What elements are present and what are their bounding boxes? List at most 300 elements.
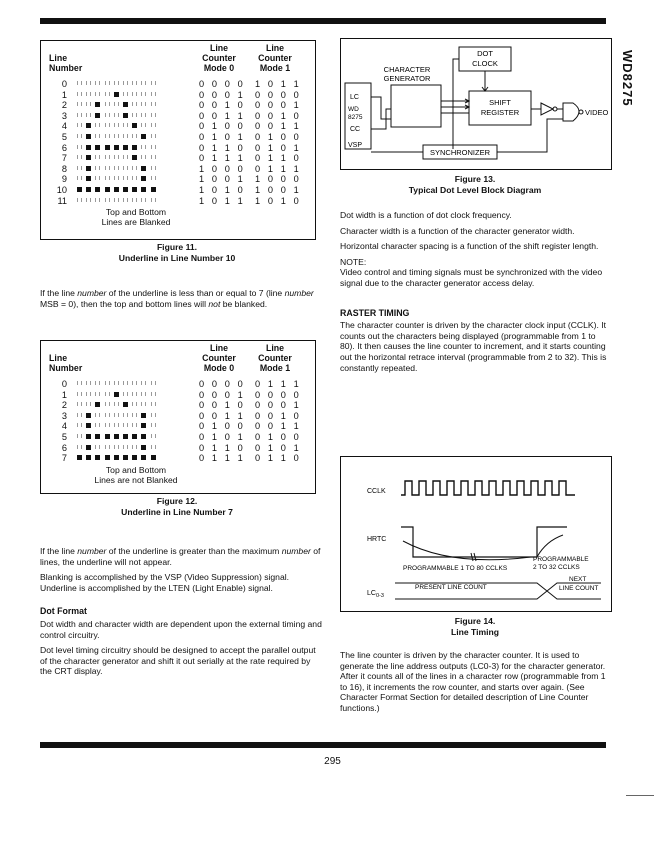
dot-off <box>123 123 128 127</box>
dot-off <box>114 198 119 202</box>
mode-1-value: 1 0 0 1 <box>255 185 302 195</box>
dot-off <box>86 198 91 202</box>
dot-pattern <box>77 198 156 202</box>
dot-off <box>86 113 91 117</box>
dot-pattern <box>77 81 156 85</box>
dot-pattern <box>77 176 156 181</box>
mode-1-value: 0 0 1 1 <box>255 421 302 432</box>
dot-on <box>86 176 91 181</box>
table-11-header-line-number: Line Number <box>49 53 83 73</box>
dot-off <box>151 81 156 85</box>
mode-1-value: 1 0 0 0 <box>255 174 302 185</box>
dot-off <box>141 81 146 85</box>
cc-pin-label: CC <box>350 126 361 133</box>
blanking-paragraph: Blanking is accomplished by the VSP (Video Suppression) signal. Underline is accomplished by the LTEN (Light Enable) signal. <box>40 572 290 593</box>
dot-on <box>132 145 137 150</box>
dot-off <box>77 102 82 106</box>
dot-on <box>132 187 137 192</box>
mode-1-value: 1 0 1 0 <box>255 195 302 206</box>
dot-off <box>151 92 156 96</box>
mode-0-value: 0 0 0 0 <box>199 79 246 89</box>
dot-off <box>141 392 146 396</box>
table-row <box>41 143 315 153</box>
dot-off <box>77 92 82 96</box>
dot-off <box>77 434 82 438</box>
dot-off <box>95 381 100 385</box>
dot-on <box>86 155 91 160</box>
mode-1-value: 0 0 0 1 <box>255 100 302 111</box>
dot-off <box>77 166 82 170</box>
dot-on <box>141 413 146 418</box>
row-line-number: 9 <box>61 174 67 185</box>
dot-on <box>123 113 128 118</box>
dot-off <box>114 445 119 449</box>
figure-11-number: Figure 11. <box>156 242 198 252</box>
dot-pattern <box>77 413 156 418</box>
dot-off <box>123 81 128 85</box>
dot-pattern <box>77 187 156 192</box>
dot-off <box>105 113 110 117</box>
dot-off <box>123 166 128 170</box>
programmable-2-32-label: 2 TO 32 CCLKS <box>533 564 580 571</box>
dot-off <box>105 92 110 96</box>
dot-on <box>141 455 146 460</box>
figure-14-diagram <box>340 456 612 612</box>
dot-off <box>132 445 137 449</box>
dot-on <box>123 402 128 407</box>
programmable-label: PROGRAMMABLE <box>533 556 589 563</box>
table-12-header-mode-0: Line Counter Mode 0 <box>202 343 236 373</box>
dot-off <box>114 402 119 406</box>
row-line-number: 10 <box>56 185 67 195</box>
dot-off <box>123 381 128 385</box>
dot-on <box>105 187 110 192</box>
figure-14-number: Figure 14. <box>454 616 496 626</box>
dot-off <box>123 445 128 449</box>
dot-off <box>77 445 82 449</box>
dot-off <box>86 392 91 396</box>
row-line-number: 7 <box>61 153 67 164</box>
dot-off <box>86 402 91 406</box>
char-gen-label-1: CHARACTER <box>383 65 431 74</box>
dot-width-paragraph: Dot width is a function of dot clock frequency. <box>340 210 512 220</box>
figure-14-title: Line Timing <box>450 626 500 637</box>
dot-off <box>95 198 100 202</box>
left-column-lower <box>40 546 322 682</box>
dot-off <box>132 134 137 138</box>
table-figure-11 <box>40 40 316 240</box>
dot-off <box>77 176 82 180</box>
dot-pattern <box>77 455 156 460</box>
dot-off <box>86 102 91 106</box>
dot-on <box>86 413 91 418</box>
mode-1-value: 0 0 0 0 <box>255 389 302 400</box>
char-spacing-paragraph: Horizontal character spacing is a function of the shift register length. <box>340 241 599 252</box>
dot-on <box>141 434 146 439</box>
figure-13-number: Figure 13. <box>454 174 496 184</box>
mode-1-value: 0 0 0 0 <box>255 89 302 100</box>
dot-pattern <box>77 92 156 97</box>
dot-off <box>95 155 100 159</box>
mode-0-value: 0 0 1 0 <box>199 100 246 111</box>
dot-on <box>86 455 91 460</box>
table-row <box>41 79 315 89</box>
dot-off <box>151 176 156 180</box>
figure-11-title: Underline in Line Number 10 <box>118 252 236 263</box>
dot-off <box>105 81 110 85</box>
chip-label: 8275 <box>348 114 363 121</box>
dot-off <box>141 123 146 127</box>
dot-off <box>151 434 156 438</box>
dot-off <box>151 381 156 385</box>
mode-1-value: 0 1 1 0 <box>255 153 302 164</box>
mode-0-value: 0 0 0 1 <box>199 89 246 100</box>
dot-off <box>151 134 156 138</box>
dot-off <box>132 423 137 427</box>
table-11-header-mode-1: Line Counter Mode 1 <box>258 43 292 73</box>
row-line-number: 2 <box>61 100 67 111</box>
note-label: NOTE: <box>340 256 367 267</box>
dot-on <box>132 455 137 460</box>
dot-off <box>95 176 100 180</box>
table-row <box>41 121 315 131</box>
dot-off <box>77 134 82 138</box>
dot-on <box>114 434 119 439</box>
dot-off <box>132 92 137 96</box>
row-line-number: 0 <box>61 79 67 89</box>
table-row <box>41 174 315 184</box>
dot-on <box>95 187 100 192</box>
dot-off <box>95 92 100 96</box>
dot-off <box>114 155 119 159</box>
dot-on <box>95 434 100 439</box>
table-row <box>41 453 315 463</box>
mode-0-value: 0 0 0 0 <box>199 379 246 389</box>
dot-off <box>105 423 110 427</box>
row-line-number: 6 <box>61 442 67 453</box>
dot-off <box>77 155 82 159</box>
dot-off <box>141 381 146 385</box>
dot-off <box>123 92 128 96</box>
table-row <box>41 443 315 453</box>
mode-1-value: 1 0 1 1 <box>255 79 302 89</box>
dot-off <box>95 134 100 138</box>
figure-13-title: Typical Dot Level Block Diagram <box>408 184 542 195</box>
underline-max-paragraph: If the line number of the underline is greater than the maximum number of lines, the underline will not appear. <box>40 546 321 567</box>
table-row <box>41 421 315 431</box>
dot-on <box>86 123 91 128</box>
dot-pattern <box>77 113 156 118</box>
table-row <box>41 100 315 110</box>
figure-12-title: Underline in Line Number 7 <box>121 506 233 517</box>
dot-pattern <box>77 402 156 407</box>
dot-off <box>151 145 156 149</box>
dot-off <box>77 413 82 417</box>
row-line-number: 2 <box>61 400 67 411</box>
block-diagram-svg <box>341 39 611 169</box>
mode-0-value: 0 0 1 1 <box>199 410 246 421</box>
line-counter-section <box>340 650 608 719</box>
dot-off <box>141 155 146 159</box>
row-line-number: 4 <box>61 121 67 132</box>
dot-off <box>132 176 137 180</box>
row-line-number: 1 <box>61 389 67 400</box>
dot-on <box>141 134 146 139</box>
mode-0-value: 0 1 0 1 <box>199 432 246 442</box>
dot-off <box>151 445 156 449</box>
dot-off <box>151 155 156 159</box>
lc-0-3-label: $LC_{0-3}$ <box>367 590 384 599</box>
dot-off <box>123 155 128 159</box>
side-title: WD8275 <box>620 50 635 107</box>
dot-off <box>151 166 156 170</box>
right-column-upper <box>340 210 608 378</box>
figure-14-caption <box>340 616 610 637</box>
row-line-number: 3 <box>61 110 67 121</box>
dot-off <box>86 381 91 385</box>
dot-off <box>114 113 119 117</box>
dot-off <box>123 176 128 180</box>
line-timing-svg <box>341 457 611 611</box>
dot-off <box>105 402 110 406</box>
mode-0-value: 0 0 1 0 <box>199 400 246 411</box>
dot-off <box>132 102 137 106</box>
table-12-footer-note: Top and Bottom Lines are not Blanked <box>94 464 178 485</box>
dot-clock-label-1: DOT <box>477 49 493 58</box>
mode-0-value: 0 1 0 1 <box>199 132 246 142</box>
dot-off <box>105 381 110 385</box>
dot-on <box>151 455 156 460</box>
dot-off <box>114 134 119 138</box>
dot-on <box>123 102 128 107</box>
dot-off <box>151 198 156 202</box>
row-line-number: 8 <box>61 163 67 174</box>
paragraph-after-figure-11 <box>40 288 322 314</box>
dot-on <box>86 166 91 171</box>
dot-off <box>123 198 128 202</box>
dot-pattern <box>77 392 156 397</box>
mode-0-value: 0 1 1 0 <box>199 442 246 453</box>
dot-on <box>114 187 119 192</box>
dot-off <box>105 166 110 170</box>
dot-off <box>132 413 137 417</box>
dot-on <box>95 102 100 107</box>
mode-1-value: 0 0 1 1 <box>255 121 302 132</box>
dot-on <box>86 445 91 450</box>
mode-1-value: 0 1 0 0 <box>255 132 302 142</box>
dot-on <box>114 455 119 460</box>
mode-0-value: 1 0 1 1 <box>199 195 246 206</box>
dot-off <box>151 123 156 127</box>
dot-pattern <box>77 102 156 107</box>
dot-off <box>132 392 137 396</box>
dot-pattern <box>77 166 156 171</box>
table-11-header-mode-0: Line Counter Mode 0 <box>202 43 236 73</box>
line-count-label: LINE COUNT <box>559 585 599 592</box>
dot-off <box>77 198 82 202</box>
table-row <box>41 164 315 174</box>
dot-pattern <box>77 445 156 450</box>
dot-on <box>151 187 156 192</box>
table-row <box>41 90 315 100</box>
raster-timing-paragraph: The character counter is driven by the character clock input (CCLK). It counts out the characters being displayed (programmable from 1 to 80). It then causes the line counter to increment, and it starts counting out the horizontal retrace interval (programmable from 2 to 32). This is constantly repeated. <box>340 320 607 373</box>
vsp-pin-label: VSP <box>348 142 363 149</box>
dot-off <box>123 392 128 396</box>
table-12-header-line-number: Line Number <box>49 353 83 373</box>
dot-off <box>132 402 137 406</box>
dot-on <box>114 392 119 397</box>
mode-0-value: 0 1 1 0 <box>199 142 246 153</box>
dot-off <box>77 145 82 149</box>
dot-off <box>114 423 119 427</box>
dot-on <box>86 134 91 139</box>
dot-off <box>86 81 91 85</box>
synchronizer-label: SYNCHRONIZER <box>429 148 491 157</box>
dot-on <box>132 123 137 128</box>
figure-13-caption <box>340 174 610 195</box>
page-number: 295 <box>324 756 341 767</box>
table-row <box>41 432 315 442</box>
table-11-footer-note: Top and Bottom Lines are Blanked <box>101 207 171 228</box>
lc-pin-label: LC <box>350 94 359 101</box>
dot-off <box>77 392 82 396</box>
dot-off <box>132 113 137 117</box>
dot-off <box>123 423 128 427</box>
dot-on <box>123 145 128 150</box>
cclk-label: CCLK <box>367 488 386 495</box>
dot-off <box>132 381 137 385</box>
dot-off <box>77 113 82 117</box>
dot-on <box>105 455 110 460</box>
dot-off <box>141 145 146 149</box>
dot-off <box>105 155 110 159</box>
dot-off <box>141 92 146 96</box>
wd-label: WD <box>348 106 359 113</box>
row-line-number: 4 <box>61 421 67 432</box>
dot-off <box>77 123 82 127</box>
dot-off <box>114 166 119 170</box>
dot-off <box>151 413 156 417</box>
mode-1-value: 0 1 1 0 <box>255 453 302 464</box>
char-gen-label-2: GENERATOR <box>383 74 431 83</box>
table-row <box>41 379 315 389</box>
dot-on <box>132 434 137 439</box>
mode-1-value: 0 1 0 1 <box>255 142 302 153</box>
figure-12-caption <box>40 496 314 517</box>
dot-on <box>141 187 146 192</box>
dot-on <box>141 176 146 181</box>
table-row <box>41 132 315 142</box>
mode-1-value: 0 1 1 1 <box>255 163 302 174</box>
dot-on <box>123 187 128 192</box>
mode-0-value: 0 1 0 0 <box>199 421 246 432</box>
mode-0-value: 0 0 0 1 <box>199 389 246 400</box>
dot-on <box>123 455 128 460</box>
dot-on <box>141 445 146 450</box>
dot-off <box>77 402 82 406</box>
mode-0-value: 1 0 1 0 <box>199 185 246 195</box>
dot-off <box>114 176 119 180</box>
dot-on <box>141 166 146 171</box>
note-paragraph: Video control and timing signals must be synchronized with the video signal due to the character generator access delay. <box>340 267 603 288</box>
hrtc-label: HRTC <box>367 536 387 543</box>
table-row <box>41 411 315 421</box>
figure-12-number: Figure 12. <box>156 496 198 506</box>
mode-0-value: 0 1 1 1 <box>199 453 246 464</box>
dot-off <box>141 102 146 106</box>
dot-off <box>105 413 110 417</box>
dot-pattern <box>77 134 156 139</box>
dot-off <box>105 392 110 396</box>
dot-off <box>105 198 110 202</box>
top-rule <box>40 18 606 24</box>
table-row <box>41 153 315 163</box>
dot-off <box>151 102 156 106</box>
dot-off <box>95 423 100 427</box>
mode-1-value: 0 1 0 0 <box>255 432 302 442</box>
dot-off <box>141 198 146 202</box>
table-figure-12 <box>40 340 316 494</box>
video-label: VIDEO <box>585 108 609 117</box>
mode-0-value: 0 1 1 1 <box>199 153 246 164</box>
dot-format-paragraph-1: Dot width and character width are dependent upon the external timing and control circuitry. <box>40 618 322 640</box>
dot-off <box>77 381 82 385</box>
dot-on <box>77 455 82 460</box>
dot-pattern <box>77 145 156 150</box>
dot-off <box>95 81 100 85</box>
dot-off <box>95 123 100 127</box>
dot-off <box>105 445 110 449</box>
dot-off <box>95 445 100 449</box>
dot-pattern <box>77 434 156 439</box>
dot-off <box>95 392 100 396</box>
dot-off <box>105 102 110 106</box>
dot-off <box>123 413 128 417</box>
raster-timing-heading: RASTER TIMING <box>340 307 410 318</box>
dot-off <box>151 402 156 406</box>
row-line-number: 7 <box>61 453 67 464</box>
dot-off <box>105 176 110 180</box>
dot-off <box>114 81 119 85</box>
dot-off <box>151 392 156 396</box>
mode-0-value: 1 0 0 0 <box>199 163 246 174</box>
dot-off <box>114 381 119 385</box>
dot-on <box>105 145 110 150</box>
mode-1-value: 0 0 0 1 <box>255 400 302 411</box>
dot-off <box>132 198 137 202</box>
dot-on <box>114 145 119 150</box>
dot-format-paragraph-2: Dot level timing circuitry should be designed to accept the parallel output of the character generator and shift it out serially at the rate required by the CRT display. <box>40 645 316 677</box>
mode-0-value: 0 1 0 0 <box>199 121 246 132</box>
row-line-number: 6 <box>61 142 67 153</box>
dot-off <box>141 402 146 406</box>
dot-on <box>86 423 91 428</box>
dot-format-heading: Dot Format <box>40 606 87 617</box>
dot-on <box>95 145 100 150</box>
dot-off <box>77 423 82 427</box>
table-row <box>41 185 315 195</box>
dot-pattern <box>77 123 156 128</box>
mode-1-value: 0 0 1 0 <box>255 110 302 121</box>
dot-on <box>95 455 100 460</box>
margin-rule <box>626 795 654 796</box>
figure-13-diagram <box>340 38 612 170</box>
dot-on <box>95 402 100 407</box>
shift-register-label-1: SHIFT <box>489 98 511 107</box>
dot-off <box>132 81 137 85</box>
programmable-1-80-label: PROGRAMMABLE 1 TO 80 CCLKS <box>403 565 508 572</box>
dot-off <box>86 92 91 96</box>
